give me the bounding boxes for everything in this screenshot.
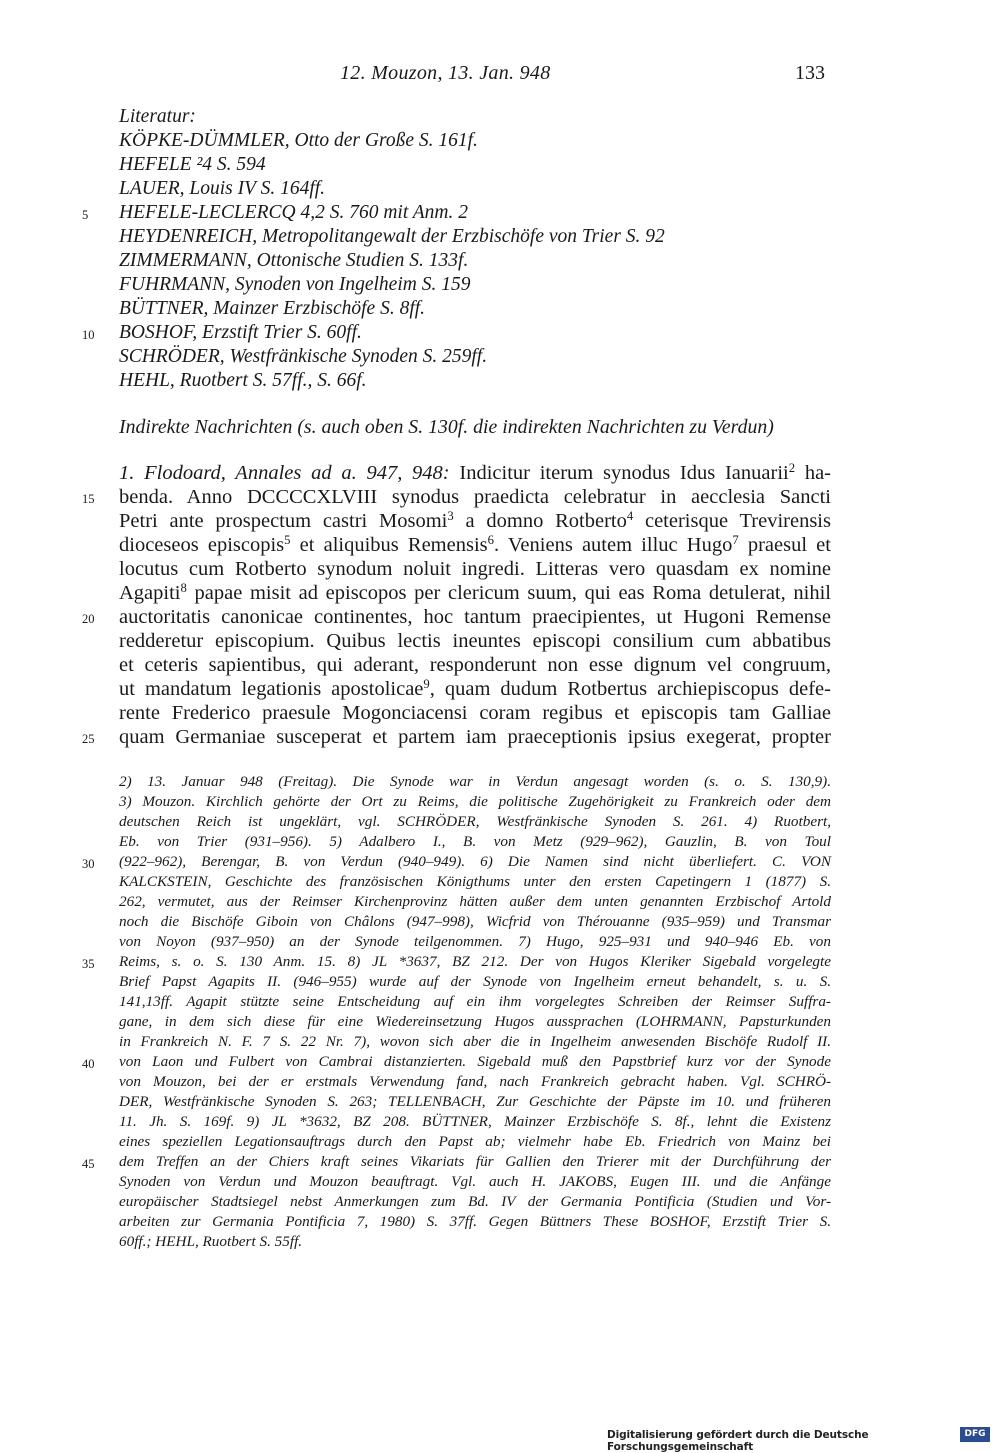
footnote-line: von Noyon (937–950) an der Synode teilgenommen. 7) Hugo, 925–931 und 940–946 Eb. von [119,933,831,950]
body-line: 1. Flodoard, Annales ad a. 947, 948: Indicitur iterum synodus Idus Ianuarii$^2$ ha- [119,461,831,484]
footnote-line: noch die Bischöfe Giboin von Châlons (947–998), Wicfrid von Thérouanne (935–959) und Transmar [119,913,831,930]
running-head: 12. Mouzon, 13. Jan. 948 [340,62,551,84]
digitization-credit: Digitalisierung gefördert durch die Deutsche Forschungsgemeinschaft [607,1429,869,1453]
body-line: ut mandatum legationis apostolicae$^9$, quam dudum Rotbertus archiepiscopus defe- [119,677,831,700]
footnote-line: dem Treffen an der Chiers kraft seines Vikariats für Gallien den Trierer mit der Durchführung der [119,1153,831,1170]
body-line: locutus cum Rotberto synodum noluit ingredi. Litteras vero quasdam ex nomine [119,558,831,580]
body-line: quam Germaniae susceperat et partem iam praeceptionis ipsius exegerat, propter [119,726,831,748]
line-number: 5 [82,208,89,222]
footnote-line: gane, in dem sich diese für eine Wiedereinsetzung Hugos aussprachen (LOHRMANN, Papsturkunden [119,1013,831,1030]
body-line: redderetur episcopium. Quibus lectis ineuntes episcopi consilium cum abbatibus [119,630,831,652]
footnote-line: Eb. von Trier (931–956). 5) Adalbero I., B. von Metz (929–962), Gauzlin, B. von Toul [119,833,831,850]
body-line: Petri ante prospectum castri Mosomi$^3$ a domno Rotberto$^4$ ceterisque Trevirensis [119,509,831,532]
literature-entry: FUHRMANN, Synoden von Ingelheim S. 159 [119,274,471,295]
literature-entry: ZIMMERMANN, Ottonische Studien S. 133f. [119,250,469,271]
literature-entry: HEHL, Ruotbert S. 57ff., S. 66f. [119,370,367,391]
footnote-ref: 9 [423,677,430,692]
footnote-line: europäischer Stadtsiegel nebst Anmerkungen zum Bd. IV der Germania Pontificia (Studien und Vor- [119,1193,831,1210]
indirect-heading: Indirekte Nachrichten (s. auch oben S. 130f. die indirekten Nachrichten zu Verdun) [119,416,774,438]
footnote-line: KALCKSTEIN, Geschichte des französischen Königthums unter den ersten Capetingern 1 (1877) S. [119,873,831,890]
footnote-line: arbeiten zur Germania Pontificia 7, 1980) S. 37ff. Gegen Büttners These BOSHOF, Erzstift Trier S. [119,1213,831,1230]
literature-entry: BÜTTNER, Mainzer Erzbischöfe S. 8ff. [119,298,426,319]
body-line: Agapiti$^8$ papae misit ad episcopos per clericum suum, qui eas Roma detulerat, nihil [119,581,831,604]
footnote-line: deutschen Reich ist ungeklärt, vgl. SCHRÖDER, Westfränkische Synoden S. 261. 4) Ruotbert, [119,813,831,830]
body-line: dioceseos episcopis$^5$ et aliquibus Remensis$^6$. Veniens autem illuc Hugo$^7$ praesul et [119,533,831,556]
footnote-line: DER, Westfränkische Synoden S. 263; TELLENBACH, Zur Geschichte der Päpste im 10. und früheren [119,1093,831,1110]
line-number: 40 [82,1057,95,1071]
footnote-ref: 7 [732,533,739,548]
footnote-ref: 8 [180,581,187,596]
footnote-line: Brief Papst Agapits II. (946–955) wurde auf der Synode von Ingelheim erneut behandelt, s. u. S. [119,973,831,990]
literature-entry: LAUER, Louis IV S. 164ff. [119,178,326,199]
literature-entry: HEFELE ²4 S. 594 [119,154,266,175]
literature-entry: BOSHOF, Erzstift Trier S. 60ff. [119,322,362,343]
footnote-line: 11. Jh. S. 169f. 9) JL *3632, BZ 208. BÜTTNER, Mainzer Erzbischöfe S. 8f., lehnt die Existenz [119,1113,831,1130]
footnote-line: von Laon und Fulbert von Cambrai distanzierten. Sigebald muß den Papstbrief kurz vor der Synode [119,1053,831,1070]
footnote-ref: 3 [447,509,454,524]
footnote-ref: 6 [487,533,494,548]
line-number: 10 [82,328,95,342]
footnote-line: 141,13ff. Agapit stützte seine Entscheidung auf ein ihm vorgelegtes Schreiben der Reimser Suffra- [119,993,831,1010]
body-line: benda. Anno DCCCCXLVIII synodus praedicta celebratur in aecclesia Sancti [119,486,831,508]
line-number: 30 [82,857,95,871]
footnote-line: 60ff.; HEHL, Ruotbert S. 55ff. [119,1233,303,1250]
footnote-line: 262, vermutet, aus der Reimser Kirchenprovinz hätten außer dem unten genannten Erzbischof Artold [119,893,831,910]
footnote-ref: 4 [626,509,634,524]
literature-entry: HEYDENREICH, Metropolitangewalt der Erzbischöfe von Trier S. 92 [119,226,665,247]
page-number: 133 [795,62,825,84]
footnote-line: Synoden von Verdun und Mouzon beauftragt. Vgl. auch H. JAKOBS, Eugen III. und die Anfänge [119,1173,831,1190]
literature-entry: KÖPKE-DÜMMLER, Otto der Große S. 161f. [119,130,478,151]
footnote-line: von Mouzon, bei der er erstmals Verwendung fand, nach Frankreich gebracht haben. Vgl. SCHRÖ- [119,1073,831,1090]
footnote-ref: 5 [284,533,291,548]
literature-heading: Literatur: [119,106,196,127]
body-line: auctoritatis canonicae continentes, hoc tantum praecipientes, ut Hugoni Remense [119,606,831,628]
literature-entry: HEFELE-LECLERCQ 4,2 S. 760 mit Anm. 2 [119,202,469,223]
footnote-line: 2) 13. Januar 948 (Freitag). Die Synode war in Verdun angesagt worden (s. o. S. 130,9). [119,773,831,790]
line-number: 35 [82,957,95,971]
body-line: et ceteris sapientibus, qui aderant, responderunt non esse dignum vel congruum, [119,654,831,676]
body-line: rente Frederico praesule Mogonciacensi coram regibus et episcopis tam Galliae [119,702,831,724]
footnote-line: 3) Mouzon. Kirchlich gehörte der Ort zu Reims, die politische Zugehörigkeit zu Frankreich oder dem [119,793,831,810]
line-number: 15 [82,492,95,506]
line-number: 45 [82,1157,95,1171]
footnote-ref: 2 [788,461,796,476]
line-number: 20 [82,612,95,626]
footnote-line: Reims, s. o. S. 130 Anm. 15. 8) JL *3637, BZ 212. Der von Hugos Kleriker Sigebald vorgelegte [119,953,831,970]
footnote-line: in Frankreich N. F. 7 S. 22 Nr. 7), wovon sich aber die in Ingelheim anwesenden Bischöfe Rudolf II. [119,1033,831,1050]
footnote-line: eines speziellen Legationsauftrags durch den Papst ab; vielmehr habe Eb. Friedrich von Mainz bei [119,1133,831,1150]
line-number: 25 [82,732,95,746]
dfg-logo: DFG [960,1427,990,1442]
literature-entry: SCHRÖDER, Westfränkische Synoden S. 259ff. [119,346,488,367]
footnote-line: (922–962), Berengar, B. von Verdun (940–949). 6) Die Namen sind nicht überliefert. C. VON [119,853,831,870]
source-label: 1. Flodoard, Annales ad a. 947, 948: [119,462,450,484]
page-header [0,62,1000,92]
